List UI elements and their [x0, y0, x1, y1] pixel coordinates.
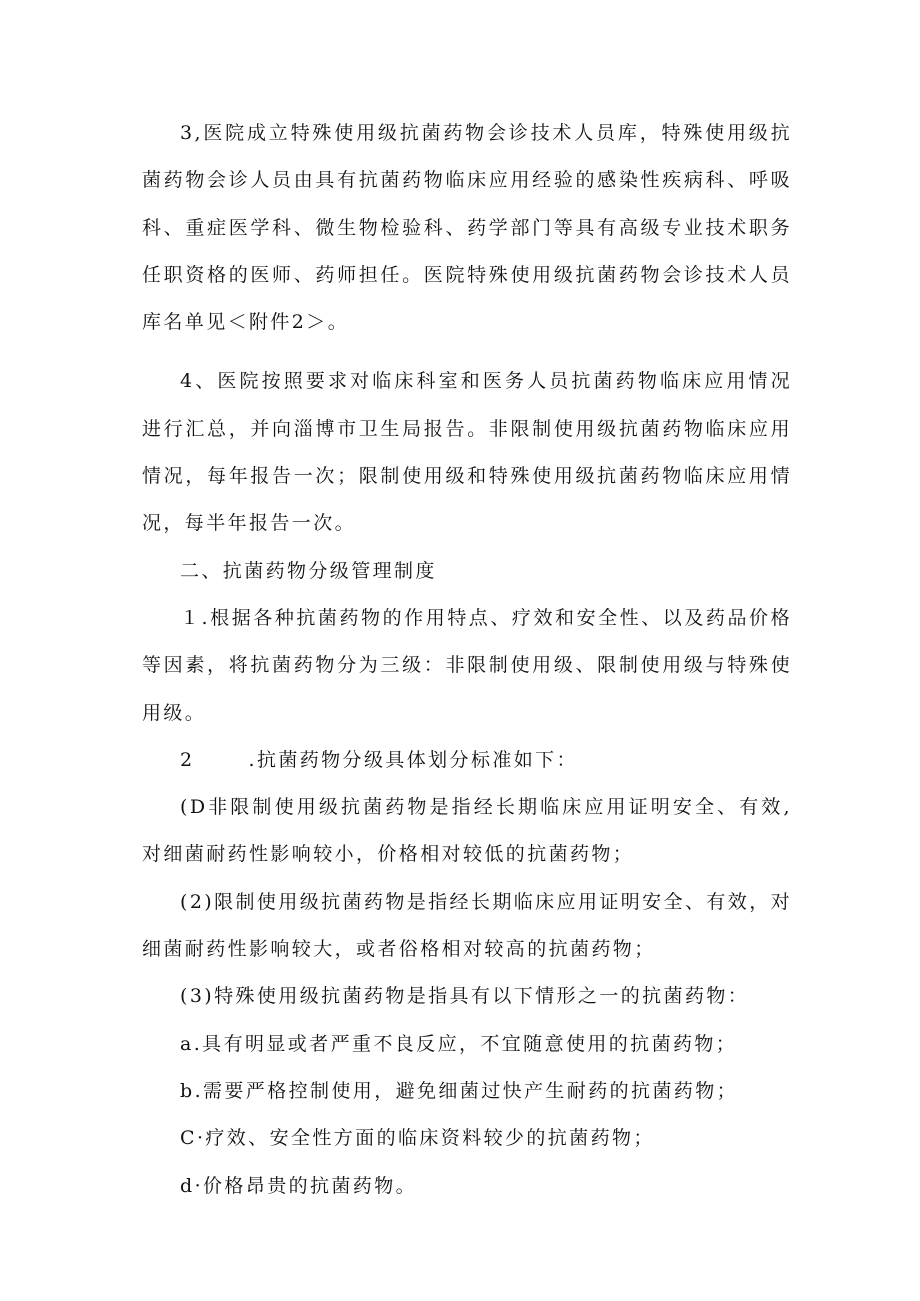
paragraph-special-use: (3)特殊使用级抗菌药物是指具有以下情形之一的抗菌药物：: [180, 985, 750, 1008]
section-heading-grading-system: 二、抗菌药物分级管理制度: [180, 559, 437, 582]
item-text: .抗菌药物分级具体划分标准如下：: [248, 748, 578, 771]
paragraph-grading-basis: １.根据各种抗菌药物的作用特点、疗效和安全性、以及药品价格等因素，将抗菌药物分为三级：非限制使用级、限制使用级与特殊使用级。: [142, 606, 792, 724]
list-item-b: b.需要严格控制使用，避免细菌过快产生耐药的抗菌药物；: [180, 1079, 739, 1102]
paragraph-non-restricted: (D非限制使用级抗菌药物是指经长期临床应用证明安全、有效,对细菌耐药性影响较小，价格相对较低的抗菌药物；: [142, 796, 792, 866]
list-item-d: d·价格昂贵的抗菌药物。: [180, 1174, 418, 1197]
list-item-c: C·疗效、安全性方面的临床资料较少的抗菌药物；: [180, 1127, 655, 1150]
paragraph-consultation-pool: 3,医院成立特殊使用级抗菌药物会诊技术人员库，特殊使用级抗菌药物会诊人员由具有抗菌药物临床应用经验的感染性疾病科、呼吸科、重症医学科、微生物检验科、药学部门等具有高级专业技术职务任职资格的医师、药师担任。医院特殊使用级抗菌药物会诊技术人员库名单见＜附件2＞。: [142, 122, 792, 334]
item-number: 2: [180, 748, 195, 771]
paragraph-reporting: 4、医院按照要求对临床科室和医务人员抗菌药物临床应用情况进行汇总，并向淄博市卫生局报告。非限制使用级抗菌药物临床应用情况，每年报告一次；限制使用级和特殊使用级抗菌药物临床应用情况，每半年报告一次。: [142, 370, 792, 535]
list-item-a: a.具有明显或者严重不良反应，不宜随意使用的抗菌药物；: [180, 1032, 738, 1055]
paragraph-restricted: (2)限制使用级抗菌药物是指经长期临床应用证明安全、有效，对细菌耐药性影响较大，或者俗格相对较高的抗菌药物；: [142, 890, 792, 961]
paragraph-grading-criteria: [142, 737, 792, 784]
document-body: [142, 110, 792, 1210]
